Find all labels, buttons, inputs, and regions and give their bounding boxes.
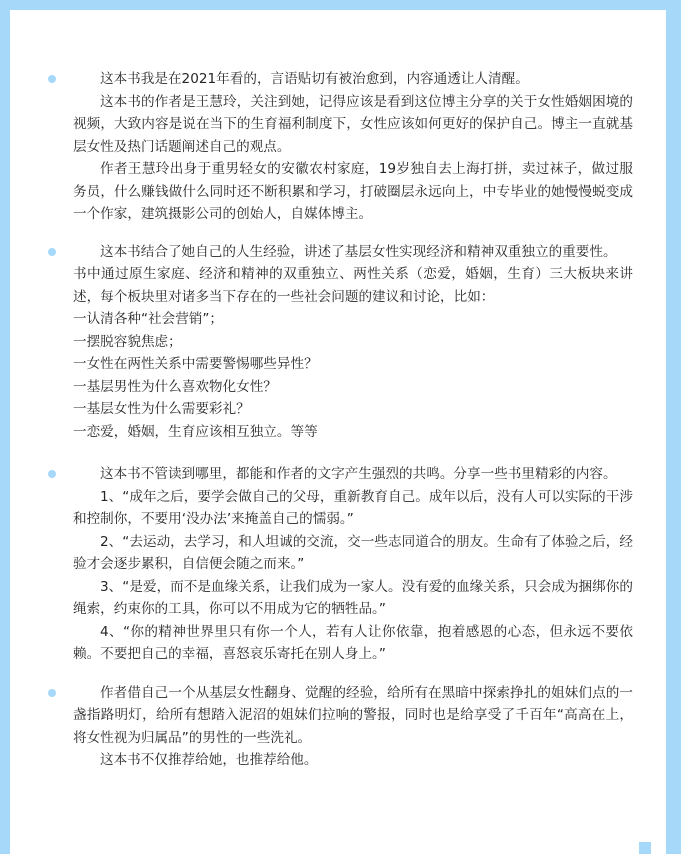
- list-item: 一恋爱，婚姻，生育应该相互独立。等等: [73, 423, 318, 440]
- bullet-dot: [48, 470, 56, 478]
- paragraph: 作者王慧玲出身于重男轻女的安徽农村家庭，19岁独自去上海打拼，卖过袜子，做过服务员，什么赚钱做什么同时还不断积累和学习，打破圈层永远向上，中专毕业的她慢慢蜕变成一个作家，建筑摄影公司的创始人，自媒体博主。: [73, 161, 633, 222]
- section-quotes: [73, 463, 633, 666]
- corner-decoration: [639, 842, 651, 854]
- paragraph: 这本书的作者是王慧玲，关注到她，记得应该是看到这位博主分享的关于女性婚姻困境的视频，大致内容是说在当下的生育福利制度下，女性应该如何更好的保护自己。博主一直就基层女性及热门话题阐述自己的观点。: [73, 93, 633, 155]
- list-item: 一认清各种“社会营销”；: [73, 311, 224, 327]
- list-item: 一摆脱容貌焦虑；: [73, 333, 182, 350]
- section-conclusion: [73, 682, 633, 772]
- paragraph: 这本书我是在2021年看的，言语贴切有被治愈到，内容通透让人清醒。: [100, 71, 529, 87]
- bullet-dot: [48, 75, 56, 83]
- section-book-content: [73, 241, 633, 444]
- list-item: 一基层男性为什么喜欢物化女性？: [73, 378, 277, 395]
- bullet-dot: [48, 248, 56, 256]
- list-item: 一女性在两性关系中需要警惕哪些异性？: [73, 356, 318, 372]
- paragraph: 这本书不管读到哪里，都能和作者的文字产生强烈的共鸣。分享一些书里精彩的内容。: [100, 466, 617, 482]
- quote-item: 2、“去运动，去学习，和人坦诚的交流，交一些志同道合的朋友。生命有了体验之后，经验才会逐步累积，自信便会随之而来。”: [73, 533, 633, 572]
- quote-item: 3、“是爱，而不是血缘关系，让我们成为一家人。没有爱的血缘关系，只会成为捆绑你的绳索，约束你的工具，你可以不用成为它的牺牲品。”: [73, 578, 633, 617]
- bullet-dot: [48, 689, 56, 697]
- list-item: 一基层女性为什么需要彩礼？: [73, 401, 250, 417]
- paragraph: 这本书不仅推荐给她，也推荐给他。: [100, 752, 318, 768]
- paragraph: 这本书结合了她自己的人生经验，讲述了基层女性实现经济和精神双重独立的重要性。: [100, 243, 617, 260]
- paragraph: 书中通过原生家庭、经济和精神的双重独立、两性关系（恋爱，婚姻，生育）三大板块来讲述，每个板块里对诸多当下存在的一些社会问题的建议和讨论，比如：: [73, 266, 633, 305]
- quote-item: 1、“成年之后，要学会做自己的父母，重新教育自己。成年以后，没有人可以实际的干涉和控制你，不要用‘没办法’来掩盖自己的懦弱。”: [73, 488, 633, 527]
- quote-item: 4、“你的精神世界里只有你一个人，若有人让你依靠，抱着感恩的心态，但永远不要依赖。不要把自己的幸福，喜怒哀乐寄托在别人身上。”: [73, 623, 633, 662]
- article-body: [73, 68, 633, 772]
- section-intro: [73, 68, 633, 226]
- paragraph: 作者借自己一个从基层女性翻身、觉醒的经验，给所有在黑暗中探索挣扎的姐妹们点的一盏指路明灯，给所有想踏入泥沼的姐妹们拉响的警报，同时也是给享受了千百年“高高在上，将女性视为归属品”的男性的一些洗礼。: [73, 684, 633, 746]
